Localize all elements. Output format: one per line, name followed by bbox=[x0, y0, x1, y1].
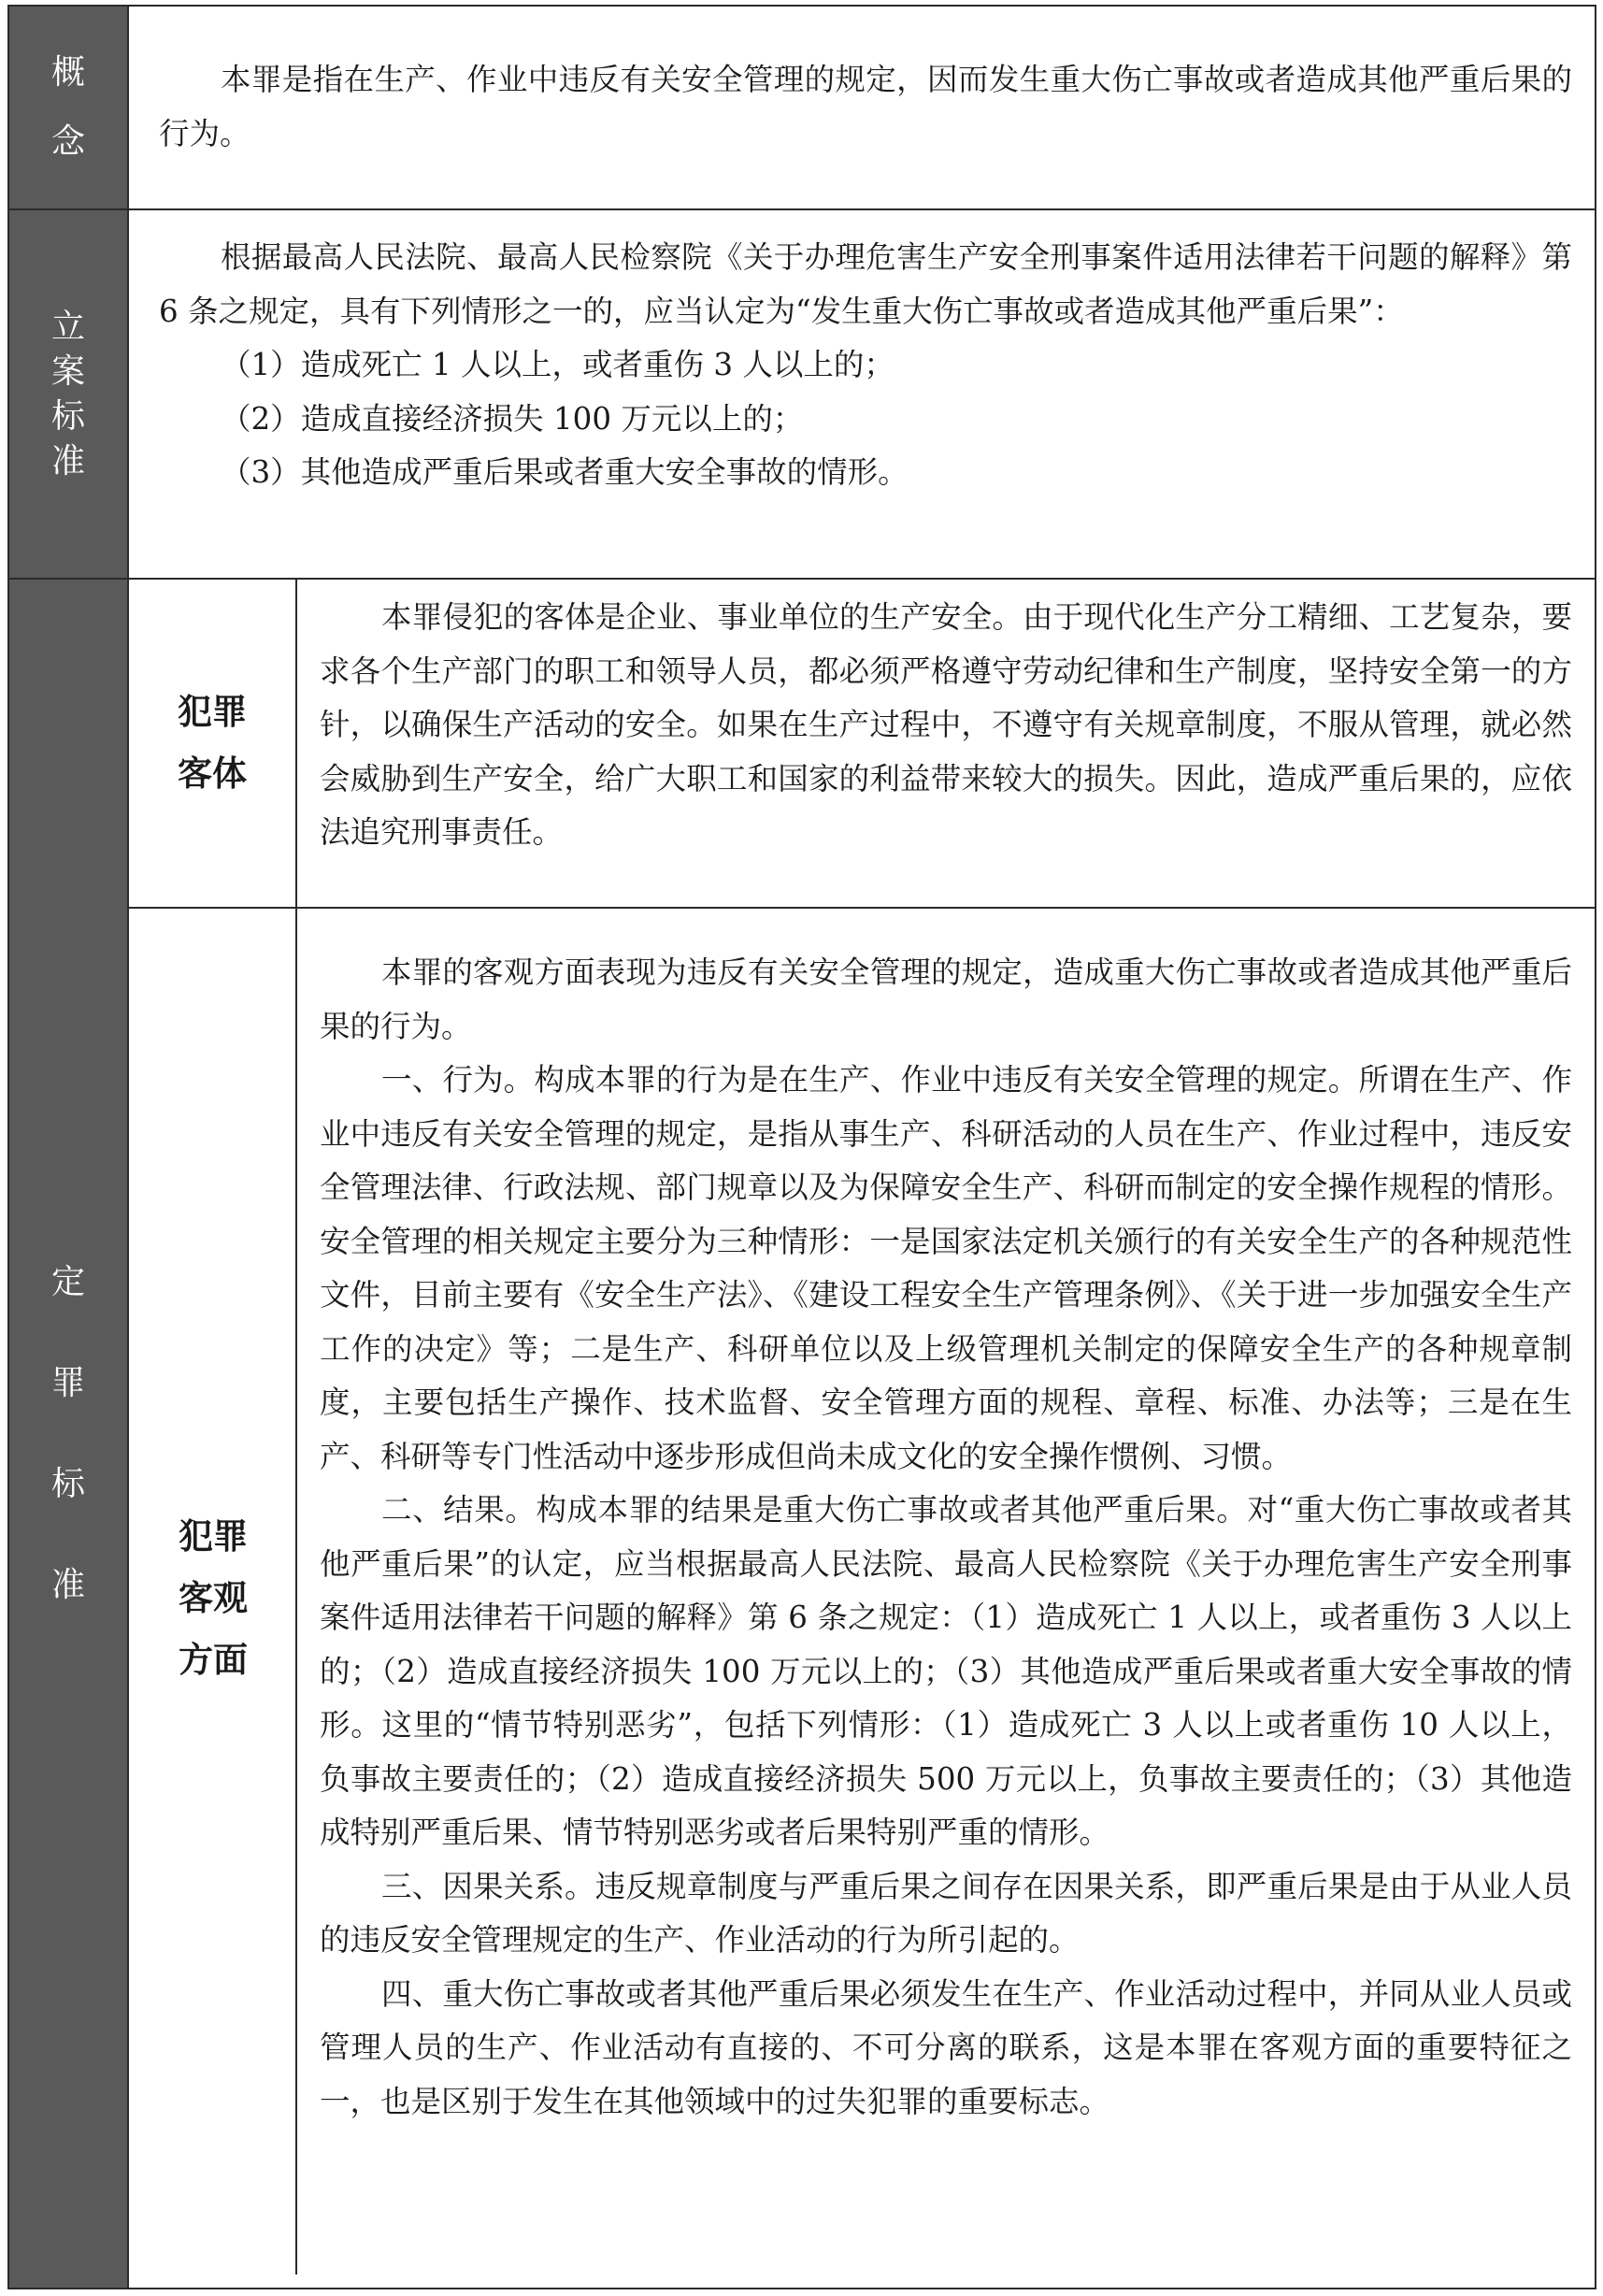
label-char: 概 bbox=[50, 53, 85, 92]
label-char: 标 bbox=[50, 396, 85, 436]
filing-item: （2）造成直接经济损失 100 万元以上的； bbox=[221, 400, 804, 437]
concept-content bbox=[129, 7, 1595, 208]
label-char: 定 bbox=[50, 1262, 85, 1301]
objective-paragraph: 四、重大伤亡事故或者其他严重后果必须发生在生产、作业活动过程中，并同从业人员或管理人员的生产、作业活动有直接的、不可分离的联系，这是本罪在客观方面的重要特征之一，也是区别于发生在其他领域中的过失犯罪的重要标志。 bbox=[320, 1975, 1572, 2119]
filing-standard-label bbox=[9, 210, 129, 578]
label-char: 立 bbox=[50, 307, 85, 346]
crime-object-content bbox=[297, 580, 1595, 907]
label-char: 罪 bbox=[50, 1363, 85, 1402]
objective-aspect-content bbox=[297, 909, 1595, 2288]
label-char: 准 bbox=[50, 1565, 85, 1604]
label-char: 准 bbox=[50, 441, 85, 481]
label-char: 案 bbox=[50, 352, 85, 391]
filing-item: （3）其他造成严重后果或者重大安全事故的情形。 bbox=[221, 454, 909, 490]
conviction-standard-row bbox=[9, 580, 1595, 2288]
filing-item: （1）造成死亡 1 人以上，或者重伤 3 人以上的； bbox=[221, 347, 895, 382]
crime-object-label bbox=[129, 580, 297, 907]
label-char: 标 bbox=[50, 1464, 85, 1503]
filing-standard-content bbox=[129, 210, 1595, 578]
objective-aspect-row bbox=[129, 909, 1595, 2288]
concept-row bbox=[9, 7, 1595, 210]
filing-intro: 根据最高人民法院、最高人民检察院《关于办理危害生产安全刑事案件适用法律若干问题的解释》第 6 条之规定，具有下列情形之一的，应当认定为“发生重大伤亡事故或者造成其他严重后果”： bbox=[159, 239, 1572, 329]
filing-standard-row bbox=[9, 210, 1595, 580]
sub-label-line: 方面 bbox=[179, 1639, 248, 1680]
concept-text: 本罪是指在生产、作业中违反有关安全管理的规定，因而发生重大伤亡事故或者造成其他严重后果的行为。 bbox=[159, 62, 1572, 151]
label-char: 念 bbox=[50, 122, 85, 161]
objective-paragraph: 一、行为。构成本罪的行为是在生产、作业中违反有关安全管理的规定。所谓在生产、作业中违反有关安全管理的规定，是指从事生产、科研活动的人员在生产、作业过程中，违反安全管理法律、行政法规、部门规章以及为保障安全生产、科研而制定的安全操作规程的情形。安全管理的相关规定主要分为三种情形：一是国家法定机关颁行的有关安全生产的各种规范性文件，目前主要有《安全生产法》、《建设工程安全生产管理条例》、《关于进一步加强安全生产工作的决定》等；二是生产、科研单位以及上级管理机关制定的保障安全生产的各种规章制度，主要包括生产操作、技术监督、安全管理方面的规程、章程、标准、办法等；三是在生产、科研等专门性活动中逐步形成但尚未成文化的安全操作惯例、习惯。 bbox=[320, 1062, 1572, 1474]
objective-aspect-label bbox=[129, 909, 297, 2288]
sub-label-line: 客体 bbox=[178, 753, 247, 794]
conviction-standard-label bbox=[9, 580, 129, 2288]
objective-paragraph: 本罪的客观方面表现为违反有关安全管理的规定，造成重大伤亡事故或者造成其他严重后果的行为。 bbox=[320, 954, 1572, 1044]
crime-object-row bbox=[129, 580, 1595, 909]
objective-paragraph: 二、结果。构成本罪的结果是重大伤亡事故或者其他严重后果。对“重大伤亡事故或者其他严重后果”的认定，应当根据最高人民法院、最高人民检察院《关于办理危害生产安全刑事案件适用法律若干问题的解释》第 6 条之规定：（1）造成死亡 1 人以上，或者重伤 3 人以上的；（2）造成直接经济损失 100 万元以上的；（3）其他造成严重后果或者重大安全事故的情形。这里的“情节特别恶劣”，包括下列情形：（1）造成死亡 3 人以上或者重伤 10 人以上，负事故主要责任的；（2）造成直接经济损失 500 万元以上，负事故主要责任的；（3）其他造成特别严重后果、情节特别恶劣或者后果特别严重的情形。 bbox=[320, 1492, 1572, 1850]
sub-label-line: 犯罪 bbox=[178, 692, 247, 732]
concept-label bbox=[9, 7, 129, 208]
sub-label-line: 客观 bbox=[179, 1577, 248, 1618]
crime-object-text: 本罪侵犯的客体是企业、事业单位的生产安全。由于现代化生产分工精细、工艺复杂，要求各个生产部门的职工和领导人员，都必须严格遵守劳动纪律和生产制度，坚持安全第一的方针，以确保生产活动的安全。如果在生产过程中，不遵守有关规章制度，不服从管理，就必然会威胁到生产安全，给广大职工和国家的利益带来较大的损失。因此，造成严重后果的，应依法追究刑事责任。 bbox=[320, 599, 1572, 850]
legal-standards-table bbox=[7, 5, 1596, 2289]
sub-label-line: 犯罪 bbox=[179, 1515, 248, 1557]
objective-paragraph: 三、因果关系。违反规章制度与严重后果之间存在因果关系，即严重后果是由于从业人员的违反安全管理规定的生产、作业活动的行为所引起的。 bbox=[320, 1868, 1572, 1958]
